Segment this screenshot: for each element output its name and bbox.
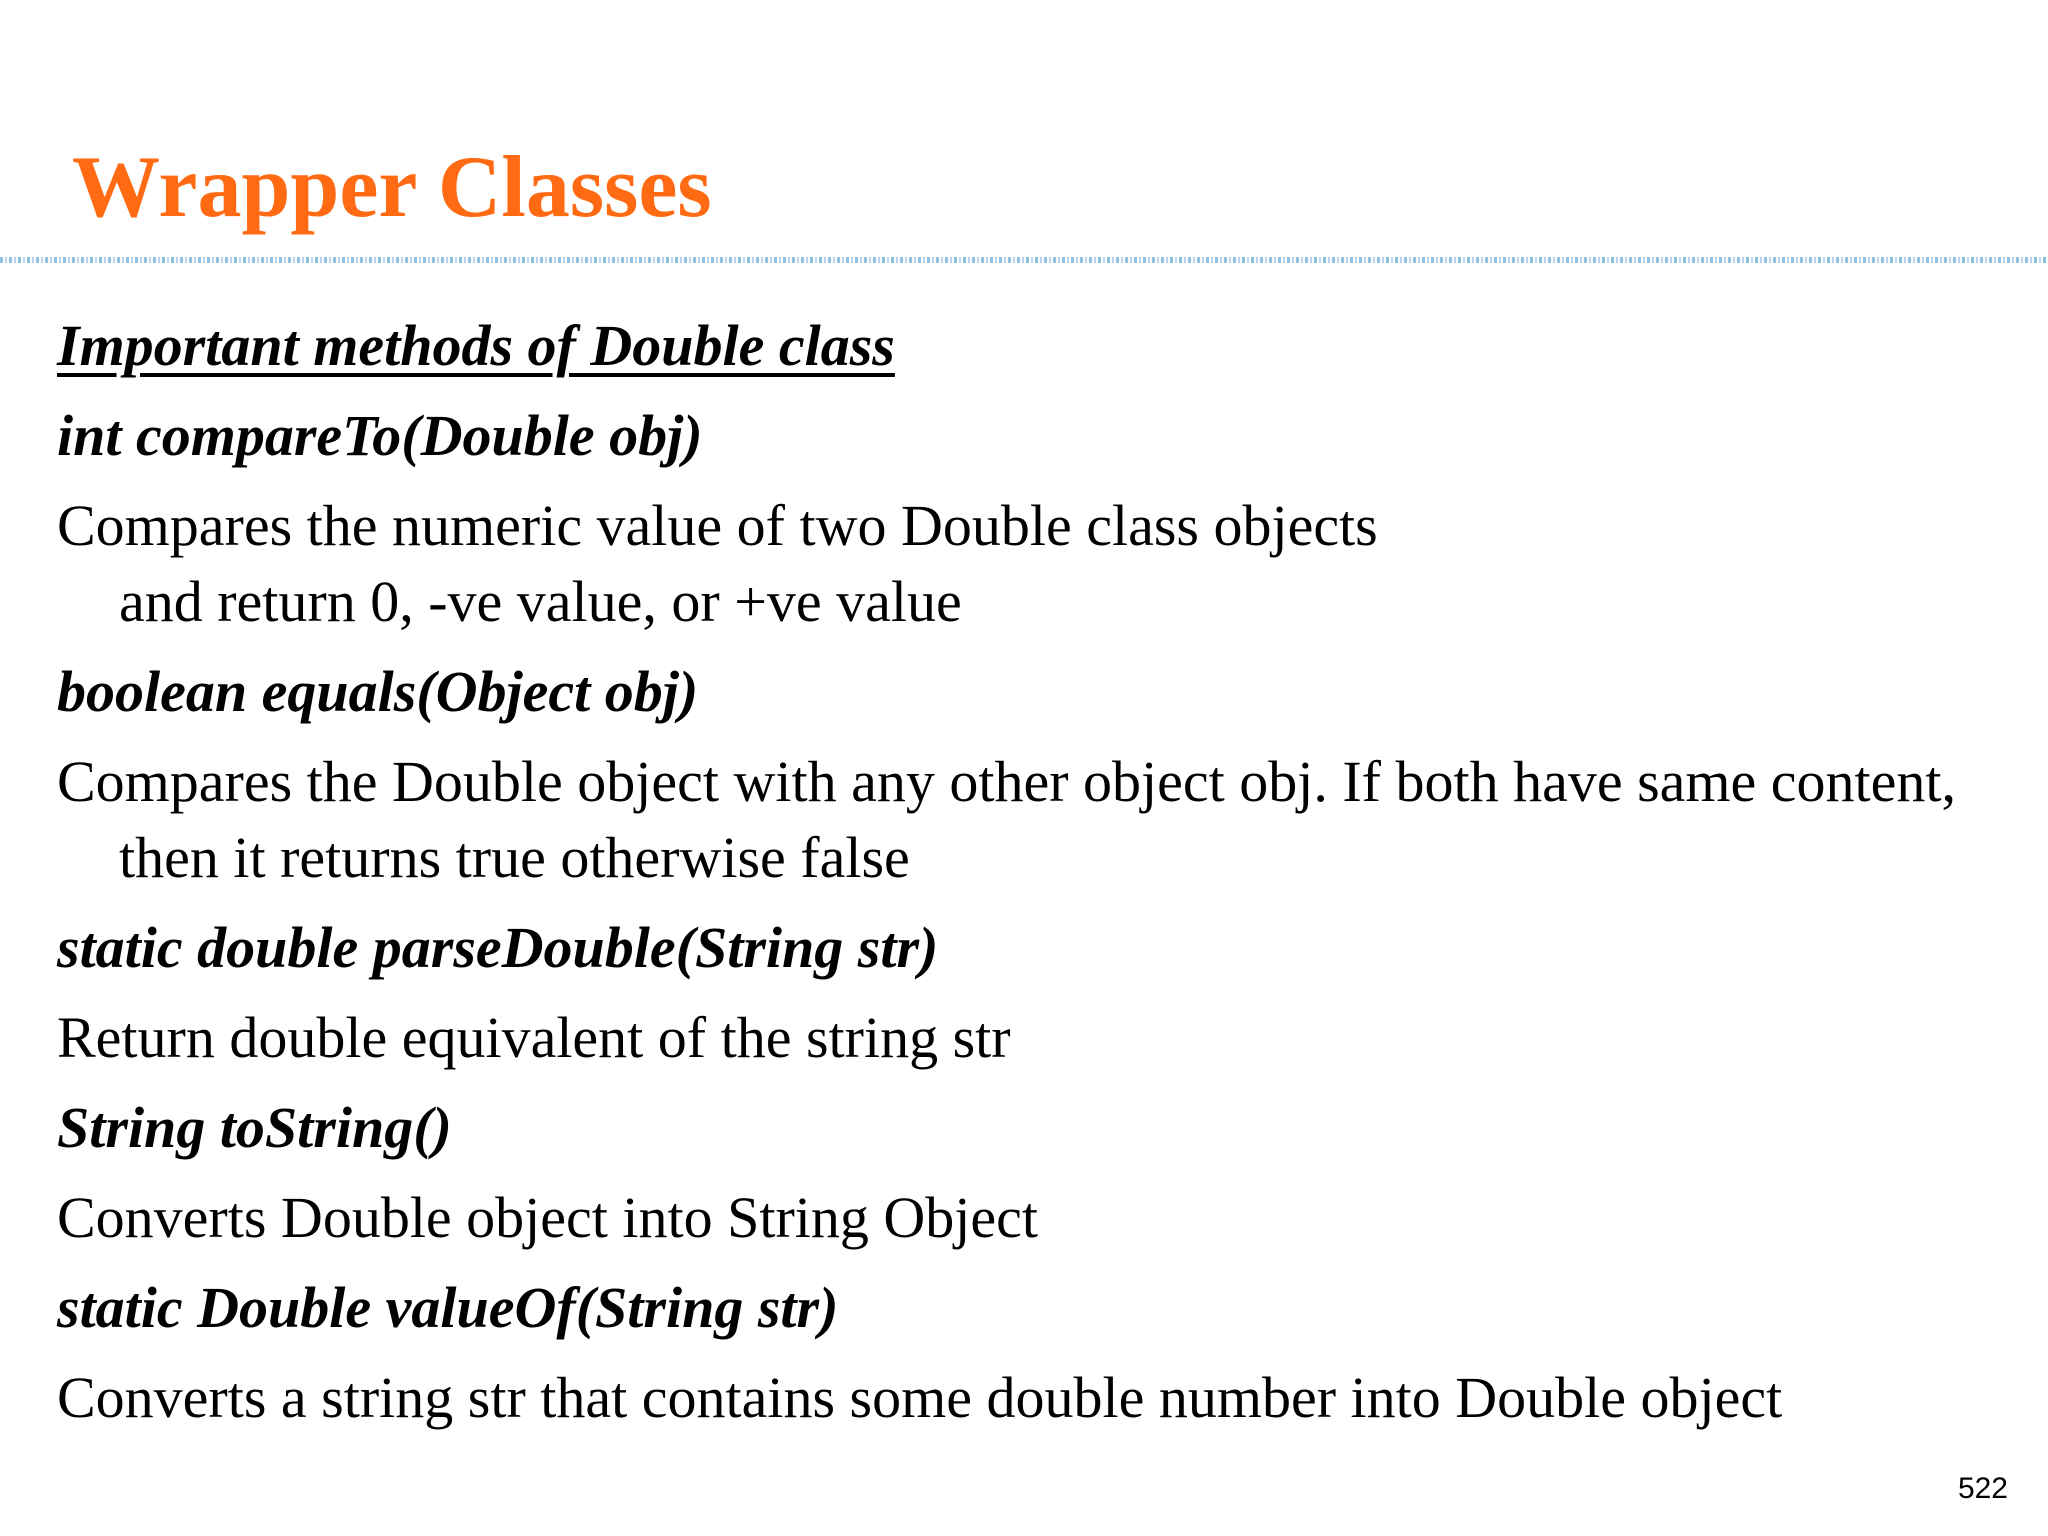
method-description-compareto: Compares the numeric value of two Double class objects and return 0, -ve value, or +ve value (57, 493, 1378, 634)
method-signature-equals: boolean equals(Object obj) (57, 659, 699, 724)
method-signature-tostring: String toString() (57, 1095, 452, 1160)
section-heading: Important methods of Double class (57, 313, 895, 378)
method-signature-valueof: static Double valueOf(String str) (57, 1275, 839, 1340)
method-description-valueof: Converts a string str that contains some double number into Double object (57, 1365, 1783, 1430)
method-signature-parsedouble: static double parseDouble(String str) (57, 915, 939, 980)
method-signature-compareto: int compareTo(Double obj) (57, 403, 703, 468)
slide-content (57, 308, 1957, 1450)
title-divider (0, 257, 2048, 263)
method-description-tostring: Converts Double object into String Object (57, 1185, 1039, 1250)
method-description-equals: Compares the Double object with any other object obj. If both have same content, then it returns true otherwise false (57, 749, 1956, 890)
page-number: 522 (1957, 1472, 2008, 1505)
slide-title: Wrapper Classes (72, 139, 712, 236)
method-description-parsedouble: Return double equivalent of the string str (57, 1005, 1011, 1070)
